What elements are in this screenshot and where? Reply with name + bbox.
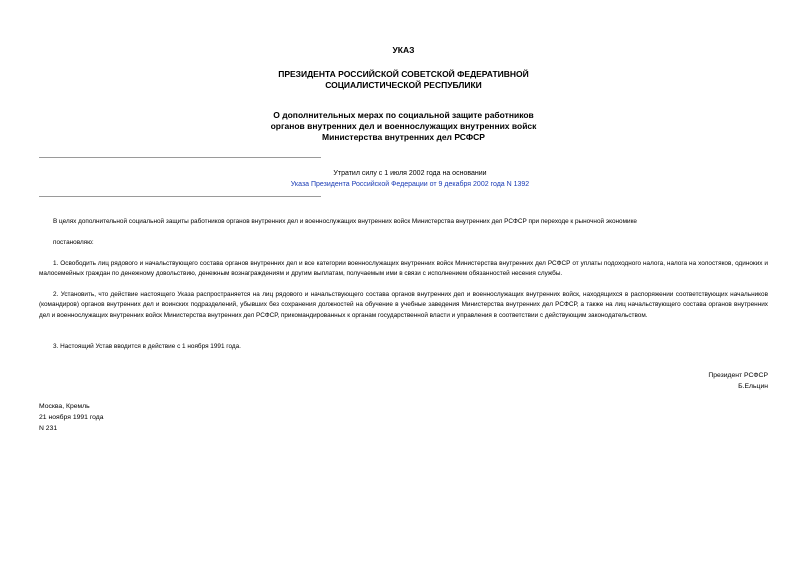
resolves-paragraph: постановляю: [53, 239, 94, 246]
signature-position: Президент РСФСР [708, 372, 768, 379]
subject-line-2: органов внутренних дел и военнослужащих внутренних войск [270, 121, 537, 131]
issuer-line-1: ПРЕЗИДЕНТА РОССИЙСКОЙ СОВЕТСКОЙ ФЕДЕРАТИВНОЙ [278, 69, 529, 79]
item-2-paragraph: 2. Установить, что действие настоящего Указа распространяется на лиц рядового и начальствующего состава органов внутренних дел и военнослужащих внутренних войск, находящихся в распоряжении соответствующих начальников (командиров) органов внутренних дел и воинских подразделений, убывших без сохранения должностей на обучение в учебные заведения Министерства внутренних дел РСФСР, а также на лиц начальствующего состава органов внутренних дел и военнослужащих внутренних войск Министерства внутренних дел РСФСР, прикомандированных к органам государственной власти и управления в соответствии с действующим законодательством. [39, 291, 768, 319]
document-number: N 231 [39, 425, 58, 432]
subject-line-3: Министерства внутренних дел РСФСР [322, 132, 485, 142]
divider-bottom [39, 196, 321, 197]
divider-top [39, 157, 321, 158]
preamble-paragraph: В целях дополнительной социальной защиты работников органов внутренних дел и военнослужащих внутренних войск Министерства внутренних дел РСФСР при переходе к рыночной экономике [53, 218, 637, 225]
signing-date: 21 ноября 1991 года [39, 414, 104, 421]
doc-type-heading: УКАЗ [392, 45, 415, 55]
lost-force-text: Утратил силу с 1 июля 2002 года на основании [333, 170, 487, 177]
item-1-paragraph: 1. Освободить лиц рядового и начальствующего состава органов внутренних дел и все категории военнослужащих внутренних войск Министерства внутренних дел РСФСР от уплаты подоходного налога, налога на холостяков, одиноких и малосемейных граждан по денежному довольствию, денежным вознаграждениям и другим выплатам, получаемым ими в связи с исполнением обязанностей несения службы. [39, 260, 768, 278]
issuer-line-2: СОЦИАЛИСТИЧЕСКОЙ РЕСПУБЛИКИ [325, 80, 482, 90]
item-3-paragraph: 3. Настоящий Устав вводится в действие с 1 ноября 1991 года. [53, 343, 241, 350]
subject-line-1: О дополнительных мерах по социальной защите работников [273, 110, 534, 120]
lost-force-link[interactable]: Указа Президента Российской Федерации от 9 декабря 2002 года N 1392 [290, 181, 530, 188]
signing-place: Москва, Кремль [39, 403, 90, 410]
signature-name: Б.Ельцин [738, 383, 768, 390]
